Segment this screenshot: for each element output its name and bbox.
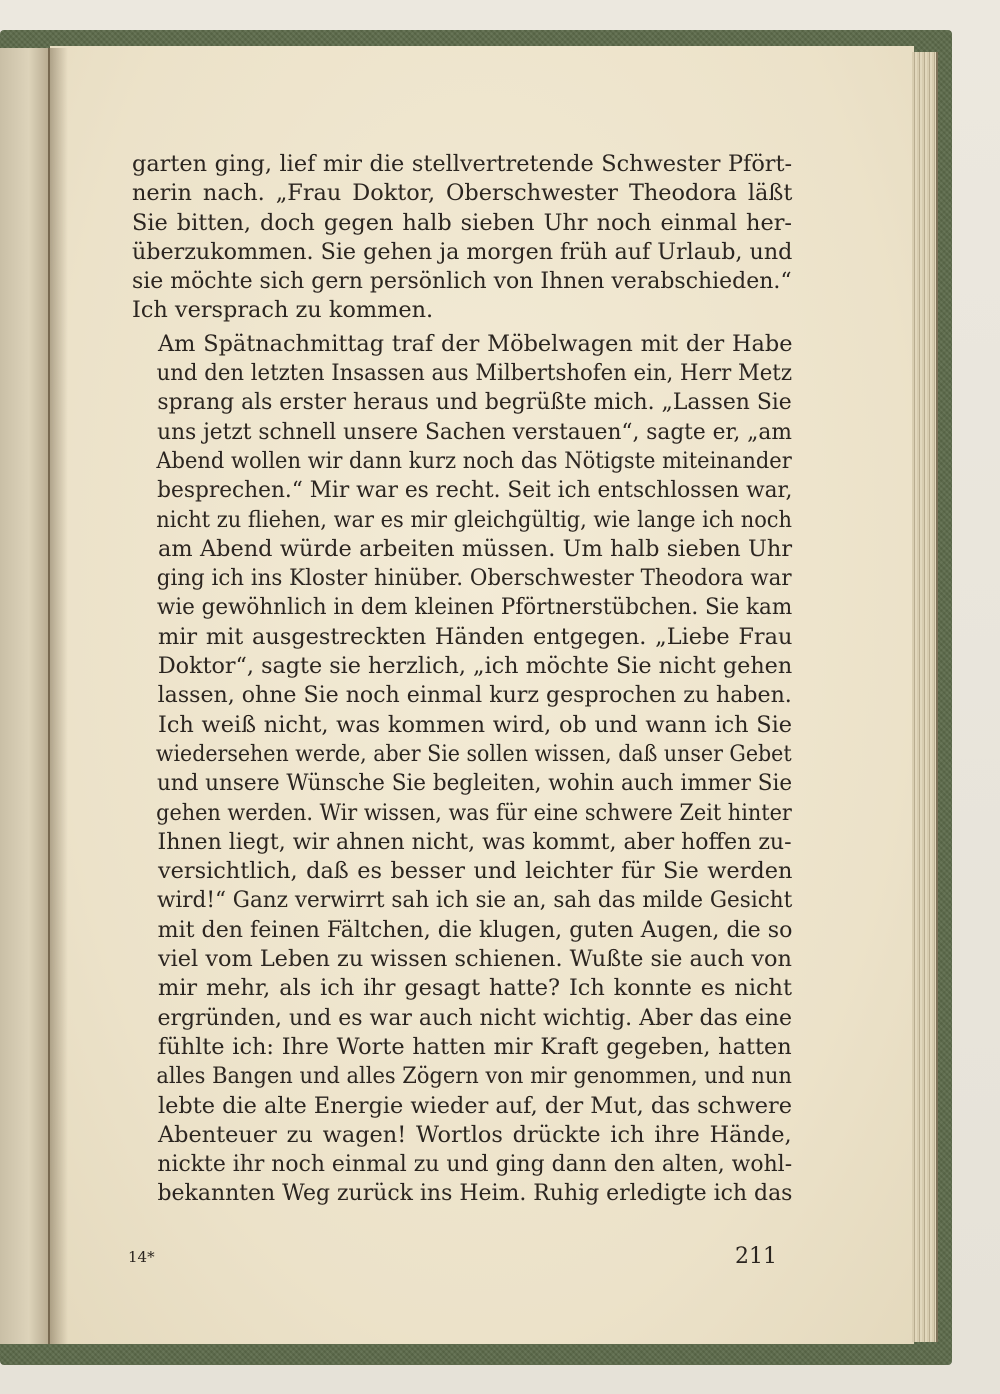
paragraph-2 (132, 330, 792, 1209)
text-line: ergründen, und es war auch nicht wichtig. Aber das eine (157, 1004, 793, 1031)
text-line: Ihnen liegt, wir ahnen nicht, was kommt, aber hoffen zu- (157, 828, 792, 855)
paragraph-1 (132, 150, 792, 326)
text-line: lebte die alte Energie wieder auf, der Mut, das schwere (158, 1092, 793, 1119)
text-line: garten ging, lief mir die stellvertretende Schwester Pfört- (132, 151, 793, 177)
text-line: nickte ihr noch einmal zu und ging dann den alten, wohl- (157, 1151, 793, 1178)
text-line: Sie bitten, doch gegen halb sieben Uhr noch einmal her- (132, 209, 792, 236)
text-line: überzukommen. Sie gehen ja morgen früh auf Urlaub, und (132, 238, 793, 265)
text-line: viel vom Leben zu wissen schienen. Wußte sie auch von (158, 946, 792, 973)
text-line: sie möchte sich gern persönlich von Ihnen verabschieden.“ (132, 268, 792, 295)
text-line: wird!“ Ganz verwirrt sah ich sie an, sah das milde Gesicht (156, 887, 793, 914)
text-line: und unsere Wünsche Sie begleiten, wohin auch immer Sie (156, 770, 793, 797)
text-line: bekannten Weg zurück ins Heim. Ruhig erledigte ich das (157, 1180, 793, 1207)
text-line: Am Spätnachmittag traf der Möbelwagen mit der Habe (158, 330, 793, 357)
text-line: uns jetzt schnell unsere Sachen verstauen“, sagte er, „am (157, 418, 792, 445)
text-line: sprang als erster heraus und begrüßte mich. „Lassen Sie (157, 389, 792, 416)
text-line: fühlte ich: Ihre Worte hatten mir Kraft gegeben, hatten (158, 1033, 792, 1060)
page-text (132, 150, 792, 1209)
text-line: wie gewöhnlich in dem kleinen Pförtnerstübchen. Sie kam (156, 594, 793, 621)
text-line: wiedersehen werde, aber Sie sollen wissen, daß unser Gebet (155, 740, 792, 767)
text-line: und den letzten Insassen aus Milbertshofen ein, Herr Metz (156, 360, 792, 387)
text-line: mit den feinen Fältchen, die klugen, guten Augen, die so (157, 916, 793, 943)
text-line: Doktor“, sagte sie herzlich, „ich möchte Sie nicht gehen (157, 653, 793, 680)
text-line: versichtlich, daß es besser und leichter für Sie werden (158, 858, 793, 885)
text-line: besprechen.“ Mir war es recht. Seit ich entschlossen war, (157, 477, 793, 504)
previous-page-edge (0, 48, 50, 1344)
page-stack-edge (912, 52, 938, 1342)
text-line: gehen werden. Wir wissen, was für eine schwere Zeit hinter (156, 799, 792, 826)
signature-mark: 14* (128, 1248, 155, 1266)
page-number: 211 (735, 1244, 777, 1269)
text-line: Abend wollen wir dann kurz noch das Nötigste miteinander (156, 447, 792, 474)
text-line: Ich weiß nicht, was kommen wird, ob und wann ich Sie (158, 711, 793, 738)
text-line: mir mit ausgestreckten Händen entgegen. „Liebe Frau (158, 623, 793, 650)
text-line: Abenteuer zu wagen! Wortlos drückte ich ihre Hände, (158, 1121, 792, 1148)
text-line: alles Bangen und alles Zögern von mir genommen, und nun (156, 1063, 792, 1090)
text-line: ging ich ins Kloster hinüber. Oberschwester Theodora war (156, 565, 792, 592)
text-line: Ich versprach zu kommen. (132, 297, 434, 324)
text-line: mir mehr, als ich ihr gesagt hatte? Ich konnte es nicht (158, 975, 792, 1002)
text-line: nicht zu fliehen, war es mir gleichgültig, wie lange ich noch (156, 506, 793, 533)
text-line: nerin nach. „Frau Doktor, Oberschwester Theodora läßt (132, 180, 793, 207)
text-line: lassen, ohne Sie noch einmal kurz gesprochen zu haben. (157, 682, 792, 709)
text-line: am Abend würde arbeiten müssen. Um halb sieben Uhr (158, 535, 793, 562)
spine-shadow (48, 48, 68, 1344)
